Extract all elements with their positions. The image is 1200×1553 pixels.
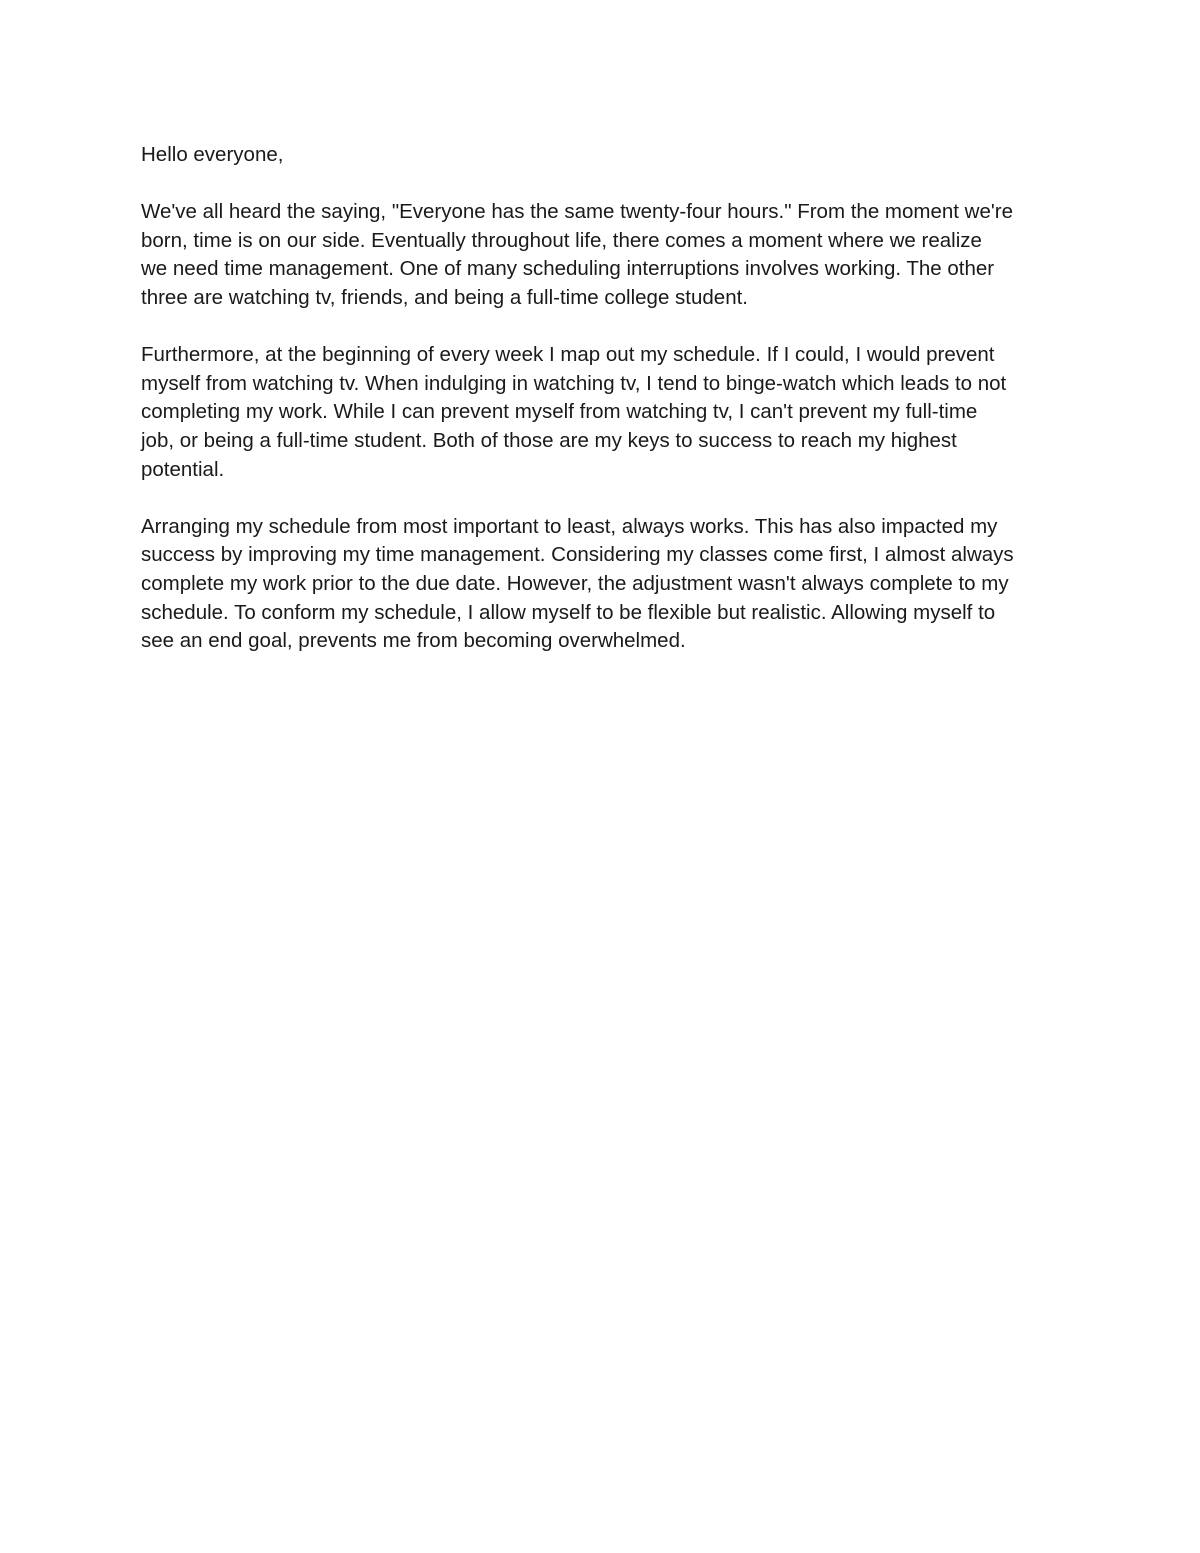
paragraph-line: complete my work prior to the due date. However, the adjustment wasn't always complete to my [141,571,1009,595]
paragraph-line: three are watching tv, friends, and being a full-time college student. [141,285,748,309]
paragraph-line: born, time is on our side. Eventually throughout life, there comes a moment where we realize [141,228,982,252]
paragraph-1 [141,198,1071,312]
paragraph-line: completing my work. While I can prevent myself from watching tv, I can't prevent my full-time [141,400,978,424]
paragraph-line: schedule. To conform my schedule, I allow myself to be flexible but realistic. Allowing myself to [141,600,996,624]
paragraph-line: Furthermore, at the beginning of every week I map out my schedule. If I could, I would prevent [141,343,995,367]
paragraph-line: Arranging my schedule from most important to least, always works. This has also impacted my [141,514,998,538]
paragraph-2 [141,341,1071,484]
paragraph-line: see an end goal, prevents me from becoming overwhelmed. [141,629,686,653]
paragraph-line: we need time management. One of many scheduling interruptions involves working. The other [141,257,995,281]
paragraph-line: job, or being a full-time student. Both of those are my keys to success to reach my highest [141,428,957,452]
document-body [141,141,1071,684]
greeting: Hello everyone, [141,143,284,166]
paragraph-line: myself from watching tv. When indulging in watching tv, I tend to binge-watch which leads to not [141,371,1007,395]
paragraph-3 [141,513,1071,656]
paragraph-line: We've all heard the saying, "Everyone has the same twenty-four hours." From the moment we're [141,200,1014,224]
paragraph-line: success by improving my time management. Considering my classes come first, I almost always [141,543,1014,567]
paragraph-line: potential. [141,457,225,481]
